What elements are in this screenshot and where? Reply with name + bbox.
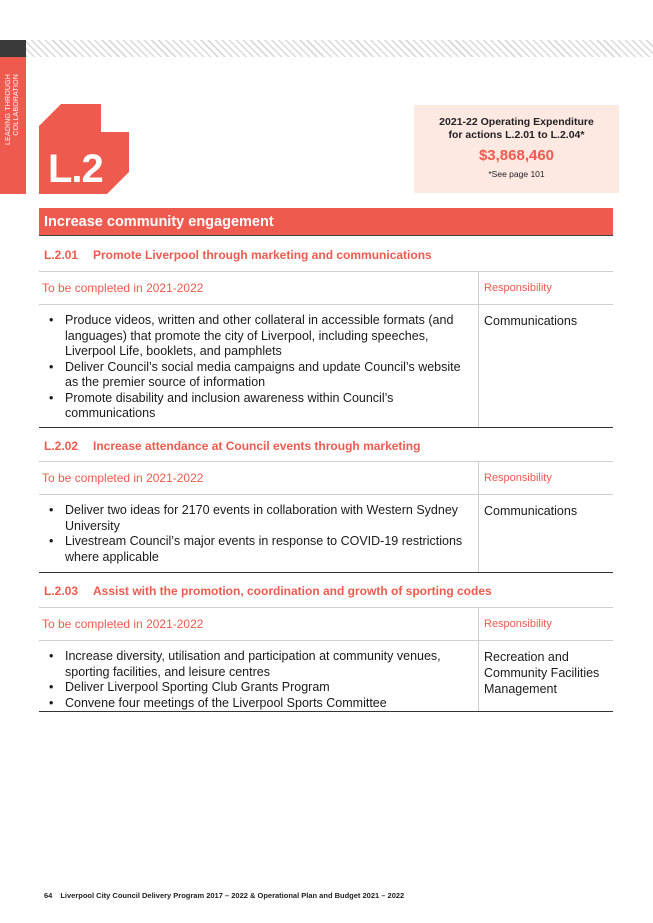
side-tab-dark <box>0 40 26 57</box>
action-table-l202 <box>39 461 613 573</box>
action-name: Promote Liverpool through marketing and communications <box>93 248 432 262</box>
table-row <box>39 305 613 428</box>
column-header-completion: To be completed in 2021-2022 <box>39 608 479 641</box>
list-item: • Deliver Council’s social media campaigns and update Council’s website as the premier source of information <box>42 360 472 391</box>
responsibility-cell: Communications <box>479 495 614 573</box>
opex-title-line2: for actions L.2.01 to L.2.04* <box>448 129 585 141</box>
table-row <box>39 641 613 712</box>
list-item: • Livestream Council’s major events in response to COVID-19 restrictions where applicable <box>42 534 472 565</box>
decorative-hatch-strip <box>26 40 653 57</box>
table-header-row <box>39 272 613 305</box>
opex-note: *See page 101 <box>488 169 545 179</box>
list-item: • Convene four meetings of the Liverpool Sports Committee <box>42 696 472 712</box>
task-list <box>42 649 478 711</box>
page-footer <box>44 891 404 900</box>
opex-amount: $3,868,460 <box>478 147 555 164</box>
table-row <box>39 495 613 573</box>
responsibility-cell: Communications <box>479 305 614 428</box>
page-number: 64 <box>44 891 53 900</box>
action-code: L.2.03 <box>44 584 79 598</box>
task-list <box>42 313 478 422</box>
footer-text: Liverpool City Council Delivery Program 2017 – 2022 & Operational Plan and Budget 2021 – 2022 <box>60 891 405 900</box>
action-code: L.2.02 <box>44 439 79 453</box>
list-item: • Deliver two ideas for 2170 events in collaboration with Western Sydney University <box>42 503 472 534</box>
opex-title <box>414 116 619 142</box>
side-tab-line2: COLLABORATION <box>13 74 20 136</box>
action-table-l203 <box>39 607 613 712</box>
table-header-row <box>39 462 613 495</box>
section-title: Increase community engagement <box>39 208 613 236</box>
list-item: • Produce videos, written and other collateral in accessible formats (and languages) that promote the city of Liverpool, including speeches, Liverpool Life, booklets, and pamphlets <box>42 313 472 360</box>
table-header-row <box>39 608 613 641</box>
column-header-responsibility: Responsibility <box>479 272 614 305</box>
task-cell <box>39 305 479 428</box>
task-cell <box>39 641 479 712</box>
action-table-l201 <box>39 271 613 428</box>
side-tab-line1: LEADING THROUGH <box>5 74 12 145</box>
action-title-l202 <box>44 439 420 453</box>
list-item: • Deliver Liverpool Sporting Club Grants Program <box>42 680 472 696</box>
action-title-l203 <box>44 584 492 598</box>
column-header-completion: To be completed in 2021-2022 <box>39 462 479 495</box>
list-item: • Increase diversity, utilisation and participation at community venues, sporting facilities, and leisure centres <box>42 649 472 680</box>
badge-code: L.2 <box>48 147 103 191</box>
action-code: L.2.01 <box>44 248 79 262</box>
column-header-responsibility: Responsibility <box>479 462 614 495</box>
column-header-responsibility: Responsibility <box>479 608 614 641</box>
task-list <box>42 503 478 565</box>
action-name: Assist with the promotion, coordination and growth of sporting codes <box>93 584 492 598</box>
operating-expenditure-box <box>414 105 619 193</box>
action-name: Increase attendance at Council events through marketing <box>93 439 421 453</box>
side-tab-label <box>5 74 21 145</box>
list-item: • Promote disability and inclusion awareness within Council’s communications <box>42 391 472 422</box>
column-header-completion: To be completed in 2021-2022 <box>39 272 479 305</box>
section-badge <box>39 104 129 194</box>
opex-title-line1: 2021-22 Operating Expenditure <box>439 116 594 128</box>
task-cell <box>39 495 479 573</box>
action-title-l201 <box>44 248 432 262</box>
responsibility-cell: Recreation and Community Facilities Management <box>479 641 614 712</box>
